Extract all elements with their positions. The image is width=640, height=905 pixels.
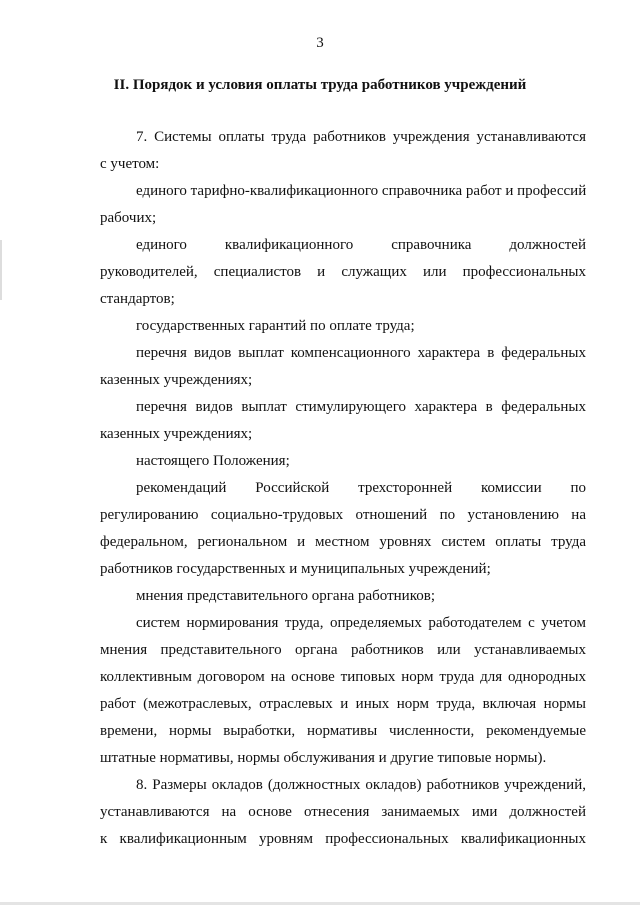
text-line: рабочих; <box>100 210 157 226</box>
text-line: стандартов; <box>100 291 175 307</box>
text-line: работ (межотраслевых, отраслевых и иных норм труда, включая нормы <box>100 696 586 712</box>
text-line: перечня видов выплат компенсационного характера в федеральных <box>136 345 586 361</box>
text-line: федеральном, региональном и местном уровнях систем оплаты труда <box>100 534 586 550</box>
text-line: казенных учреждениях; <box>100 372 253 388</box>
text-line: 7. Системы оплаты труда работников учреждения устанавливаются <box>136 129 586 145</box>
text-line: систем нормирования труда, определяемых работодателем с учетом <box>136 615 586 631</box>
text-line: перечня видов выплат стимулирующего характера в федеральных <box>136 399 586 415</box>
text-line: казенных учреждениях; <box>100 426 253 442</box>
text-line: единого тарифно-квалификационного справочника работ и профессий <box>136 183 587 199</box>
text-line: с учетом: <box>100 156 160 172</box>
text-line: коллективным договором на основе типовых норм труда для однородных <box>100 669 586 685</box>
text-line: работников государственных и муниципальных учреждений; <box>100 561 491 577</box>
text-line: устанавливаются на основе отнесения занимаемых ими должностей <box>100 804 586 820</box>
text-line: рекомендаций Российской трехсторонней комиссии по <box>136 480 586 496</box>
text-line: государственных гарантий по оплате труда; <box>136 318 415 334</box>
scan-edge-mark <box>0 240 2 300</box>
text-line: штатные нормативы, нормы обслуживания и другие типовые нормы). <box>100 750 547 766</box>
text-line: мнения представительного органа работников; <box>136 588 435 604</box>
text-line: 8. Размеры окладов (должностных окладов) работников учреждений, <box>136 777 586 793</box>
text-line: мнения представительного органа работников или устанавливаемых <box>100 642 586 658</box>
text-line: к квалификационным уровням профессиональных квалификационных <box>100 831 586 847</box>
text-line: регулированию социально-трудовых отношений по установлению на <box>100 507 586 523</box>
text-line: настоящего Положения; <box>136 453 290 469</box>
section-title: II. Порядок и условия оплаты труда работников учреждений <box>113 77 527 93</box>
text-line: руководителей, специалистов и служащих или профессиональных <box>100 264 586 280</box>
page-number: 3 <box>316 35 324 51</box>
text-line: единого квалификационного справочника должностей <box>136 237 586 253</box>
text-line: времени, нормы выработки, нормативы численности, рекомендуемые <box>100 723 586 739</box>
